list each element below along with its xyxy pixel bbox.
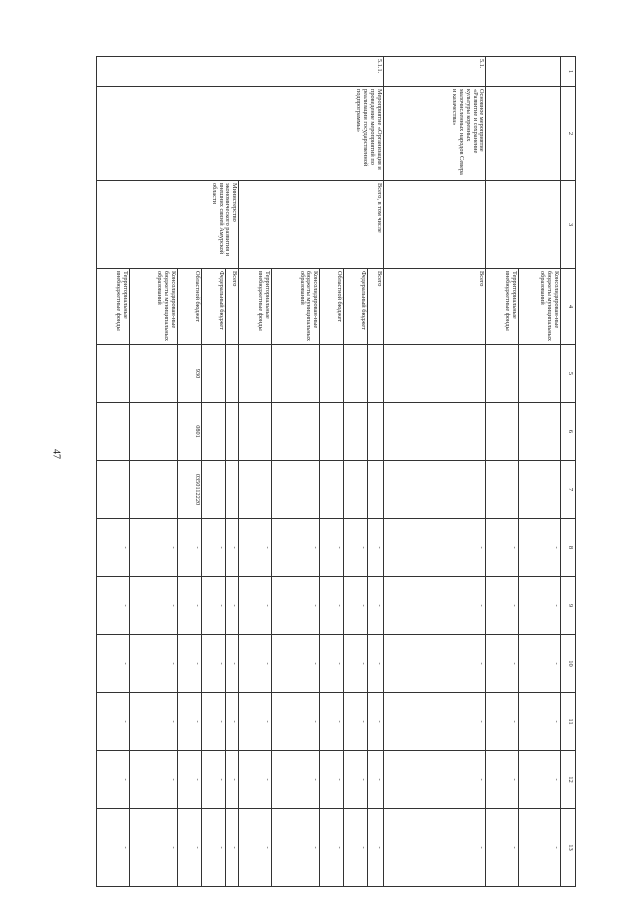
- value-cell: -: [178, 693, 202, 751]
- value-cell: -: [178, 809, 202, 887]
- value-cell: -: [519, 577, 561, 635]
- value-cell: -: [486, 577, 519, 635]
- value-cell: -: [383, 809, 486, 887]
- source-cell: Консолидирован-ные бюджеты муниципальных образований: [129, 269, 177, 345]
- table-cell: [383, 461, 486, 519]
- value-cell: -: [344, 519, 368, 577]
- value-cell: -: [97, 751, 130, 809]
- value-cell: -: [344, 693, 368, 751]
- value-cell: -: [344, 577, 368, 635]
- value-cell: -: [368, 751, 383, 809]
- value-cell: -: [519, 693, 561, 751]
- table-cell: [97, 345, 130, 403]
- value-cell: -: [383, 751, 486, 809]
- value-cell: -: [320, 635, 344, 693]
- source-cell: Всего: [383, 269, 486, 345]
- value-cell: -: [97, 519, 130, 577]
- table-cell: [272, 403, 320, 461]
- table-cell: [226, 403, 239, 461]
- executor-cell: Всего, в том числе: [239, 181, 383, 269]
- table-cell: [383, 403, 486, 461]
- table-cell: [344, 403, 368, 461]
- table-cell: [383, 181, 486, 269]
- table-cell: [486, 345, 519, 403]
- value-cell: -: [97, 809, 130, 887]
- table-cell: [239, 461, 272, 519]
- col-header: 9: [560, 577, 575, 635]
- source-cell: Федеральный бюджет: [202, 269, 226, 345]
- value-cell: -: [320, 519, 344, 577]
- value-cell: -: [486, 751, 519, 809]
- col-header: 13: [560, 809, 575, 887]
- table-cell: [97, 461, 130, 519]
- table-cell: [97, 403, 130, 461]
- table-cell: [383, 345, 486, 403]
- value-cell: -: [519, 635, 561, 693]
- col-header: 10: [560, 635, 575, 693]
- table-cell: [129, 403, 177, 461]
- value-cell: -: [519, 751, 561, 809]
- col-header: 8: [560, 519, 575, 577]
- value-cell: -: [320, 693, 344, 751]
- col-header: 6: [560, 403, 575, 461]
- value-cell: -: [178, 635, 202, 693]
- source-cell: Территориальные внебюджетные фонды: [486, 269, 519, 345]
- value-cell: -: [272, 809, 320, 887]
- value-cell: -: [97, 577, 130, 635]
- col-header: 2: [560, 87, 575, 181]
- value-cell: -: [226, 693, 239, 751]
- table-cell: [368, 461, 383, 519]
- col-header: 7: [560, 461, 575, 519]
- table-cell: [239, 403, 272, 461]
- value-cell: -: [226, 809, 239, 887]
- value-cell: -: [344, 635, 368, 693]
- value-cell: -: [344, 751, 368, 809]
- col-header: 4: [560, 269, 575, 345]
- value-cell: -: [368, 635, 383, 693]
- table-cell: [486, 57, 560, 87]
- value-cell: -: [239, 519, 272, 577]
- table-cell: [226, 345, 239, 403]
- value-cell: -: [239, 751, 272, 809]
- header-row: [560, 57, 575, 887]
- table-cell: [129, 461, 177, 519]
- source-cell: Всего: [226, 269, 239, 345]
- grbs-code: 930: [178, 345, 202, 403]
- value-cell: -: [129, 577, 177, 635]
- budget-table: [96, 56, 576, 887]
- table-cell: [368, 345, 383, 403]
- value-cell: -: [226, 577, 239, 635]
- row-number: 5.1.1.: [97, 57, 384, 87]
- value-cell: -: [97, 693, 130, 751]
- value-cell: -: [202, 519, 226, 577]
- source-cell: Консолидирован-ные бюджеты муниципальных образований: [272, 269, 320, 345]
- value-cell: -: [383, 635, 486, 693]
- table-cell: [519, 403, 561, 461]
- table-cell: [202, 461, 226, 519]
- table-cell: [320, 345, 344, 403]
- table-row: [226, 57, 239, 887]
- col-header: 11: [560, 693, 575, 751]
- table-cell: [129, 345, 177, 403]
- value-cell: -: [344, 809, 368, 887]
- value-cell: -: [239, 809, 272, 887]
- executor-cell: Министерство экономического развития и внешних связей Амурской области: [97, 181, 239, 269]
- value-cell: -: [383, 519, 486, 577]
- col-header: 3: [560, 181, 575, 269]
- table-cell: [368, 403, 383, 461]
- source-cell: Федеральный бюджет: [344, 269, 368, 345]
- col-header: 5: [560, 345, 575, 403]
- value-cell: -: [239, 693, 272, 751]
- value-cell: -: [129, 693, 177, 751]
- value-cell: -: [129, 635, 177, 693]
- table-cell: [226, 461, 239, 519]
- value-cell: -: [272, 635, 320, 693]
- table-cell: [272, 345, 320, 403]
- table-row: [519, 57, 561, 887]
- table-cell: [239, 345, 272, 403]
- table-row-5-1: [383, 57, 486, 887]
- value-cell: -: [272, 693, 320, 751]
- value-cell: -: [239, 577, 272, 635]
- table-cell: [486, 461, 519, 519]
- value-cell: -: [486, 519, 519, 577]
- value-cell: -: [202, 577, 226, 635]
- value-cell: -: [178, 751, 202, 809]
- value-cell: -: [202, 809, 226, 887]
- value-cell: -: [97, 635, 130, 693]
- table-cell: [202, 345, 226, 403]
- page-number: 47: [50, 449, 62, 459]
- value-cell: -: [519, 519, 561, 577]
- value-cell: -: [383, 693, 486, 751]
- source-cell: Областной бюджет: [178, 269, 202, 345]
- table-cell: [272, 461, 320, 519]
- table-cell: [320, 403, 344, 461]
- col-header: 1: [560, 57, 575, 87]
- activity-name: Мероприятие «Организация и проведение мероприятий по реализации государственной подпрограммы»: [97, 87, 384, 181]
- rzpr-code: 0801: [178, 403, 202, 461]
- table-cell: [344, 345, 368, 403]
- value-cell: -: [486, 809, 519, 887]
- value-cell: -: [383, 577, 486, 635]
- csr-code: 0350112220: [178, 461, 202, 519]
- value-cell: -: [226, 635, 239, 693]
- value-cell: -: [226, 751, 239, 809]
- value-cell: -: [320, 577, 344, 635]
- value-cell: -: [239, 635, 272, 693]
- table-cell: [519, 461, 561, 519]
- activity-name: Основное мероприятие «Развитие и сохранение культуры коренных малочисленных народов Севера и казачества»: [383, 87, 486, 181]
- value-cell: -: [129, 751, 177, 809]
- value-cell: -: [129, 519, 177, 577]
- table-cell: [202, 403, 226, 461]
- value-cell: -: [368, 519, 383, 577]
- row-number: 5.1.: [383, 57, 486, 87]
- value-cell: -: [272, 519, 320, 577]
- value-cell: -: [202, 693, 226, 751]
- value-cell: -: [272, 751, 320, 809]
- table-cell: [519, 345, 561, 403]
- table-cell: [320, 461, 344, 519]
- rotated-page-area: [96, 56, 576, 851]
- table-cell: [486, 181, 560, 269]
- value-cell: -: [368, 693, 383, 751]
- value-cell: -: [486, 693, 519, 751]
- col-header: 12: [560, 751, 575, 809]
- table-cell: [486, 87, 560, 181]
- table-cell: [486, 403, 519, 461]
- value-cell: -: [368, 809, 383, 887]
- table-row-5-1-1: [368, 57, 383, 887]
- value-cell: -: [202, 751, 226, 809]
- table-cell: [344, 461, 368, 519]
- value-cell: -: [368, 577, 383, 635]
- value-cell: -: [226, 519, 239, 577]
- source-cell: Консолидирован-ные бюджеты муниципальных образований: [519, 269, 561, 345]
- source-cell: Областной бюджет: [320, 269, 344, 345]
- value-cell: -: [272, 577, 320, 635]
- value-cell: -: [320, 751, 344, 809]
- value-cell: -: [320, 809, 344, 887]
- value-cell: -: [519, 809, 561, 887]
- value-cell: -: [202, 635, 226, 693]
- source-cell: Территориальные внебюджетные фонды: [97, 269, 130, 345]
- value-cell: -: [129, 809, 177, 887]
- source-cell: Всего: [368, 269, 383, 345]
- value-cell: -: [178, 577, 202, 635]
- source-cell: Территориальные внебюджетные фонды: [239, 269, 272, 345]
- value-cell: -: [486, 635, 519, 693]
- value-cell: -: [178, 519, 202, 577]
